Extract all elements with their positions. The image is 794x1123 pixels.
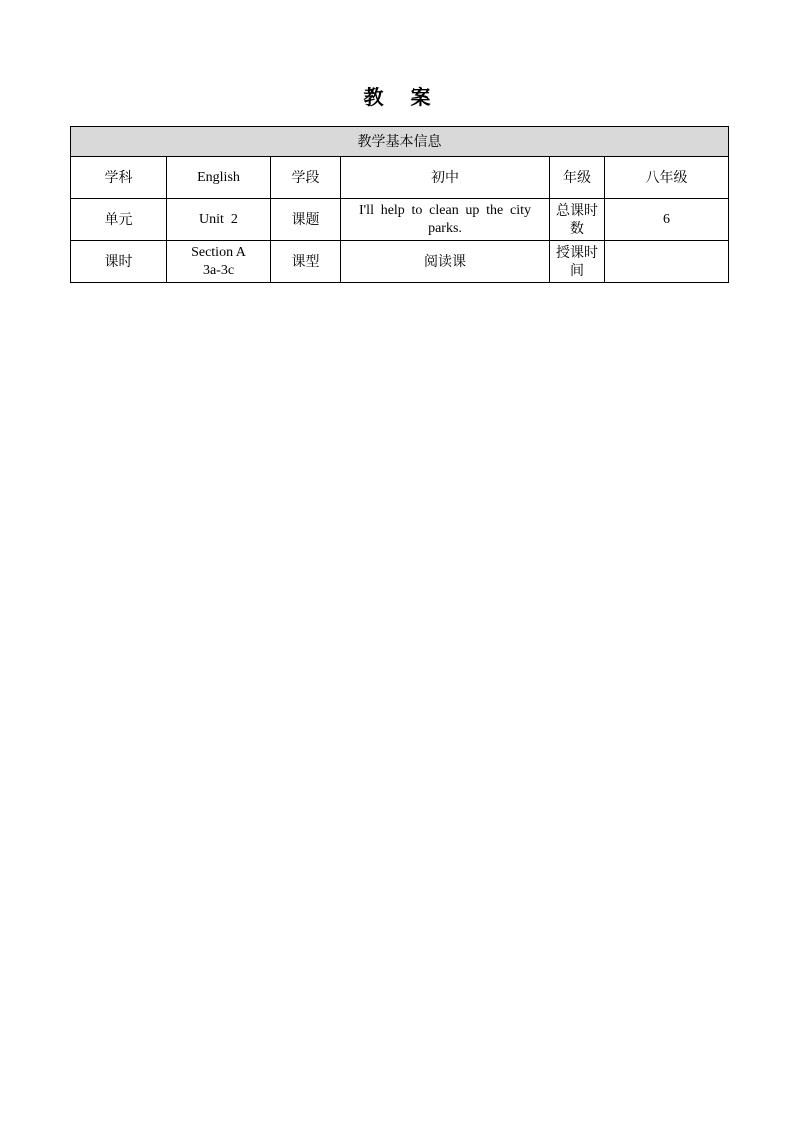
topic-value: I'll help to clean up the city parks.: [341, 199, 550, 241]
topic-label: 课题: [271, 199, 341, 241]
table-header-row: [71, 127, 729, 157]
table-row: [71, 199, 729, 241]
grade-label: 年级: [550, 157, 605, 199]
total-hours-value: 6: [605, 199, 729, 241]
table-row: [71, 241, 729, 283]
lesson-type-value: 阅读课: [341, 241, 550, 283]
teaching-time-value: [605, 241, 729, 283]
basic-info-table: [70, 126, 729, 283]
stage-label: 学段: [271, 157, 341, 199]
lesson-label: 课时: [71, 241, 167, 283]
teaching-time-label: 授课时间: [550, 241, 605, 283]
stage-value: 初中: [341, 157, 550, 199]
lesson-value: Section A 3a-3c: [167, 241, 271, 283]
lesson-type-label: 课型: [271, 241, 341, 283]
subject-label: 学科: [71, 157, 167, 199]
table-row: [71, 157, 729, 199]
total-hours-label: 总课时数: [550, 199, 605, 241]
subject-value: English: [167, 157, 271, 199]
document-title: 教 案: [363, 85, 441, 109]
unit-label: 单元: [71, 199, 167, 241]
unit-value: Unit 2: [167, 199, 271, 241]
grade-value: 八年级: [605, 157, 729, 199]
table-header-cell: 教学基本信息: [71, 127, 729, 157]
